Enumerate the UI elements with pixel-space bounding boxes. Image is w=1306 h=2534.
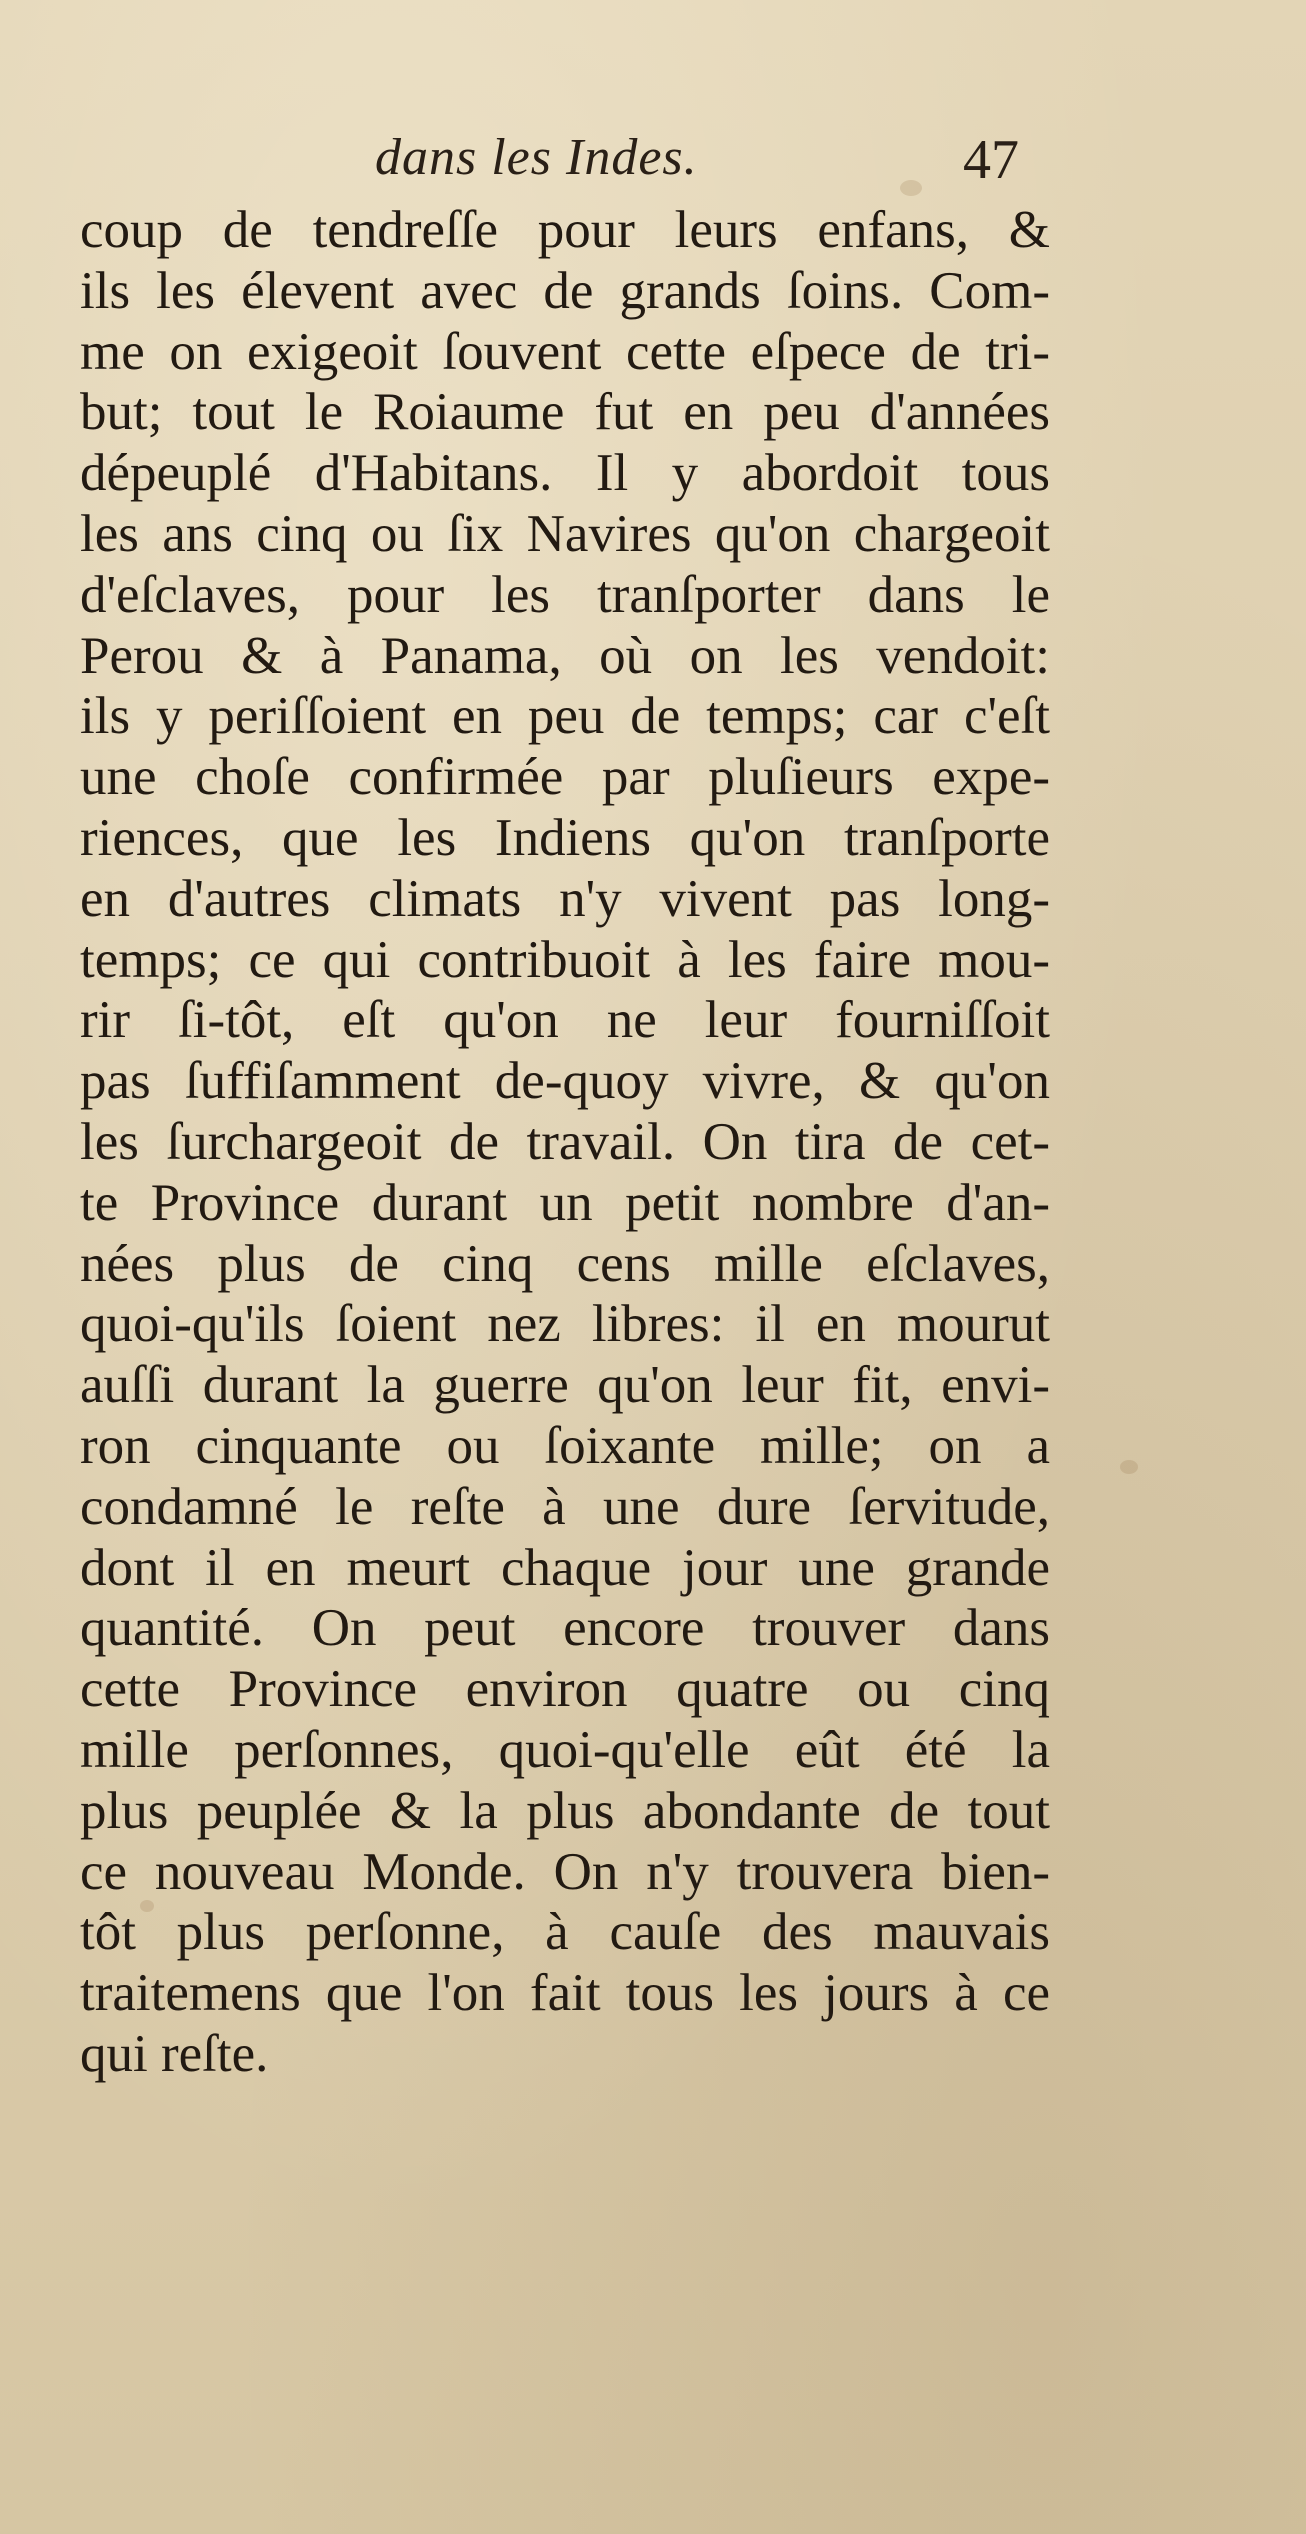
text-line: traitemens que l'on fait tous les jours à ce [80,1964,1050,2023]
text-line: les ans cinq ou ſix Navires qu'on chargeoit [80,504,1050,563]
text-line: en d'autres climats n'y vivent pas long- [80,869,1050,928]
text-line: ce nouveau Monde. On n'y trouvera bien- [80,1842,1050,1901]
text-line: coup de tendreſſe pour leurs enfans, & [80,201,1050,259]
text-line: quoi-qu'ils ſoient nez libres: il en mourut [80,1295,1050,1354]
paper-stain [1120,1460,1138,1474]
text-line: quantité. On peut encore trouver dans [80,1599,1050,1658]
text-line: ils les élevent avec de grands ſoins. Com- [80,261,1050,320]
page-number: 47 [963,129,1019,191]
text-line: me on exigeoit ſouvent cette eſpece de tri- [80,322,1050,381]
text-line: ils y periſſoient en peu de temps; car c'eſt [80,687,1050,746]
text-line: nées plus de cinq cens mille eſclaves, [80,1234,1050,1293]
text-line: tôt plus perſonne, à cauſe des mauvais [80,1903,1050,1962]
text-line: dont il en meurt chaque jour une grande [80,1538,1050,1597]
text-line: cette Province environ quatre ou cinq [80,1660,1050,1719]
page-header [80,120,1080,200]
text-line: mille perſonnes, quoi-qu'elle eût été la [80,1720,1050,1779]
body-text [80,200,1050,2085]
text-line: Perou & à Panama, où on les vendoit: [80,626,1050,685]
text-line: les ſurchargeoit de travail. On tira de cet- [80,1112,1050,1171]
text-line: plus peuplée & la plus abondante de tout [80,1781,1050,1840]
text-line: condamné le reſte à une dure ſervitude, [80,1477,1050,1536]
text-line: ron cinquante ou ſoixante mille; on a [80,1416,1050,1475]
text-line: temps; ce qui contribuoit à les faire mou- [80,930,1050,989]
text-line: dépeuplé d'Habitans. Il y abordoit tous [80,444,1050,503]
text-line: auſſi durant la guerre qu'on leur fit, envi- [80,1356,1050,1415]
text-line: te Province durant un petit nombre d'an- [80,1173,1050,1232]
text-line: pas ſuffiſamment de-quoy vivre, & qu'on [80,1052,1050,1111]
text-line: une choſe confirmée par pluſieurs expe- [80,748,1050,807]
text-line: d'eſclaves, pour les tranſporter dans le [80,565,1050,624]
text-line: riences, que les Indiens qu'on tranſporte [80,808,1050,867]
running-head: dans les Indes. [375,129,698,186]
text-line: qui reſte. [80,2024,269,2083]
text-line: but; tout le Roiaume fut en peu d'années [80,383,1050,442]
text-line: rir ſi-tôt, eſt qu'on ne leur fourniſſoit [80,991,1050,1050]
